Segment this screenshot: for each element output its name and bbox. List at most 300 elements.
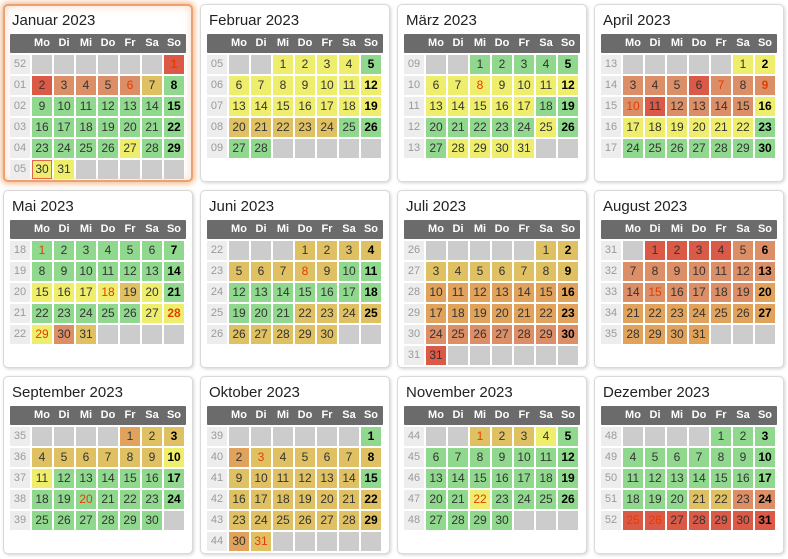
- day-cell[interactable]: 20: [76, 490, 96, 509]
- day-cell[interactable]: 5: [645, 448, 665, 467]
- day-cell[interactable]: 28: [142, 139, 162, 158]
- day-cell[interactable]: 8: [32, 262, 52, 281]
- day-cell[interactable]: 28: [251, 139, 271, 158]
- day-cell[interactable]: 18: [273, 490, 293, 509]
- day-cell[interactable]: 24: [689, 304, 709, 323]
- day-cell[interactable]: 13: [317, 469, 337, 488]
- day-cell[interactable]: 11: [623, 469, 643, 488]
- day-cell[interactable]: 21: [142, 118, 162, 137]
- day-cell[interactable]: 28: [689, 511, 709, 530]
- day-cell[interactable]: 7: [273, 262, 293, 281]
- day-cell[interactable]: 21: [339, 490, 359, 509]
- day-cell[interactable]: 28: [98, 511, 118, 530]
- day-cell[interactable]: 25: [361, 304, 381, 323]
- day-cell[interactable]: 15: [273, 97, 293, 116]
- day-cell[interactable]: 31: [251, 532, 271, 551]
- day-cell[interactable]: 8: [295, 262, 315, 281]
- day-cell[interactable]: 21: [448, 490, 468, 509]
- day-cell[interactable]: 4: [536, 55, 556, 74]
- day-cell[interactable]: 31: [755, 511, 775, 530]
- day-cell[interactable]: 7: [448, 76, 468, 95]
- day-cell[interactable]: 12: [54, 469, 74, 488]
- day-cell[interactable]: 30: [755, 139, 775, 158]
- day-cell[interactable]: 27: [76, 511, 96, 530]
- day-cell[interactable]: 25: [448, 325, 468, 344]
- day-cell[interactable]: 6: [689, 76, 709, 95]
- day-cell[interactable]: 9: [32, 97, 52, 116]
- day-cell[interactable]: 6: [667, 448, 687, 467]
- day-cell[interactable]: 19: [558, 469, 578, 488]
- day-cell[interactable]: 26: [120, 304, 140, 323]
- day-cell[interactable]: 26: [733, 304, 753, 323]
- day-cell[interactable]: 8: [645, 262, 665, 281]
- day-cell[interactable]: 26: [229, 325, 249, 344]
- day-cell[interactable]: 7: [251, 76, 271, 95]
- day-cell[interactable]: 12: [558, 76, 578, 95]
- day-cell[interactable]: 15: [645, 283, 665, 302]
- day-cell[interactable]: 16: [142, 469, 162, 488]
- day-cell[interactable]: 9: [492, 76, 512, 95]
- day-cell[interactable]: 2: [492, 55, 512, 74]
- day-cell[interactable]: 18: [645, 118, 665, 137]
- day-cell[interactable]: 15: [361, 469, 381, 488]
- day-cell[interactable]: 25: [339, 118, 359, 137]
- day-cell[interactable]: 9: [667, 262, 687, 281]
- day-cell[interactable]: 11: [711, 262, 731, 281]
- day-cell[interactable]: 5: [54, 448, 74, 467]
- day-cell[interactable]: 6: [492, 262, 512, 281]
- day-cell[interactable]: 11: [645, 97, 665, 116]
- day-cell[interactable]: 16: [317, 283, 337, 302]
- day-cell[interactable]: 26: [54, 511, 74, 530]
- day-cell[interactable]: 20: [755, 283, 775, 302]
- day-cell[interactable]: 21: [98, 490, 118, 509]
- day-cell[interactable]: 16: [54, 283, 74, 302]
- day-cell[interactable]: 28: [623, 325, 643, 344]
- day-cell[interactable]: 12: [470, 283, 490, 302]
- day-cell[interactable]: 13: [251, 283, 271, 302]
- day-cell[interactable]: 9: [755, 76, 775, 95]
- day-cell[interactable]: 29: [645, 325, 665, 344]
- day-cell[interactable]: 17: [317, 97, 337, 116]
- day-cell[interactable]: 28: [448, 139, 468, 158]
- day-cell[interactable]: 29: [295, 325, 315, 344]
- day-cell[interactable]: 13: [492, 283, 512, 302]
- day-cell[interactable]: 14: [142, 97, 162, 116]
- day-cell[interactable]: 8: [164, 76, 184, 95]
- day-cell[interactable]: 1: [164, 55, 184, 74]
- day-cell[interactable]: 30: [667, 325, 687, 344]
- day-cell[interactable]: 18: [623, 490, 643, 509]
- day-cell[interactable]: 9: [317, 262, 337, 281]
- day-cell[interactable]: 29: [733, 139, 753, 158]
- day-cell[interactable]: 19: [98, 118, 118, 137]
- day-cell[interactable]: 1: [273, 55, 293, 74]
- day-cell[interactable]: 27: [120, 139, 140, 158]
- day-cell[interactable]: 18: [76, 118, 96, 137]
- day-cell[interactable]: 4: [623, 448, 643, 467]
- day-cell[interactable]: 5: [470, 262, 490, 281]
- day-cell[interactable]: 13: [426, 97, 446, 116]
- day-cell[interactable]: 14: [448, 469, 468, 488]
- day-cell[interactable]: 8: [470, 76, 490, 95]
- day-cell[interactable]: 21: [689, 490, 709, 509]
- day-cell[interactable]: 8: [273, 76, 293, 95]
- day-cell[interactable]: 3: [164, 427, 184, 446]
- day-cell[interactable]: 27: [251, 325, 271, 344]
- day-cell[interactable]: 5: [558, 427, 578, 446]
- day-cell[interactable]: 10: [164, 448, 184, 467]
- day-cell[interactable]: 18: [711, 283, 731, 302]
- day-cell[interactable]: 3: [54, 76, 74, 95]
- day-cell[interactable]: 20: [120, 118, 140, 137]
- day-cell[interactable]: 15: [733, 97, 753, 116]
- day-cell[interactable]: 27: [667, 511, 687, 530]
- day-cell[interactable]: 23: [492, 490, 512, 509]
- day-cell[interactable]: 14: [711, 97, 731, 116]
- day-cell[interactable]: 6: [251, 262, 271, 281]
- day-cell[interactable]: 12: [645, 469, 665, 488]
- day-cell[interactable]: 23: [295, 118, 315, 137]
- day-cell[interactable]: 19: [667, 118, 687, 137]
- day-cell[interactable]: 3: [317, 55, 337, 74]
- day-cell[interactable]: 11: [273, 469, 293, 488]
- day-cell[interactable]: 29: [711, 511, 731, 530]
- day-cell[interactable]: 2: [295, 55, 315, 74]
- day-cell[interactable]: 3: [755, 427, 775, 446]
- day-cell[interactable]: 30: [229, 532, 249, 551]
- day-cell[interactable]: 7: [514, 262, 534, 281]
- day-cell[interactable]: 20: [667, 490, 687, 509]
- day-cell[interactable]: 25: [711, 304, 731, 323]
- day-cell[interactable]: 25: [536, 490, 556, 509]
- day-cell[interactable]: 25: [623, 511, 643, 530]
- day-cell[interactable]: 29: [470, 511, 490, 530]
- day-cell[interactable]: 10: [514, 76, 534, 95]
- day-cell[interactable]: 17: [251, 490, 271, 509]
- day-cell[interactable]: 11: [448, 283, 468, 302]
- day-cell[interactable]: 24: [514, 490, 534, 509]
- day-cell[interactable]: 9: [54, 262, 74, 281]
- day-cell[interactable]: 7: [339, 448, 359, 467]
- day-cell[interactable]: 30: [733, 511, 753, 530]
- day-cell[interactable]: 9: [492, 448, 512, 467]
- day-cell[interactable]: 19: [229, 304, 249, 323]
- day-cell[interactable]: 5: [361, 55, 381, 74]
- day-cell[interactable]: 19: [733, 283, 753, 302]
- day-cell[interactable]: 13: [76, 469, 96, 488]
- day-cell[interactable]: 10: [514, 448, 534, 467]
- day-cell[interactable]: 17: [426, 304, 446, 323]
- day-cell[interactable]: 19: [645, 490, 665, 509]
- day-cell[interactable]: 1: [645, 241, 665, 260]
- day-cell[interactable]: 4: [711, 241, 731, 260]
- day-cell[interactable]: 14: [251, 97, 271, 116]
- day-cell[interactable]: 27: [142, 304, 162, 323]
- day-cell[interactable]: 14: [689, 469, 709, 488]
- day-cell[interactable]: 17: [514, 97, 534, 116]
- day-cell[interactable]: 26: [361, 118, 381, 137]
- day-cell[interactable]: 20: [426, 490, 446, 509]
- day-cell[interactable]: 27: [229, 139, 249, 158]
- day-cell[interactable]: 1: [733, 55, 753, 74]
- day-cell[interactable]: 2: [667, 241, 687, 260]
- day-cell[interactable]: 24: [317, 118, 337, 137]
- day-cell[interactable]: 10: [426, 283, 446, 302]
- day-cell[interactable]: 20: [689, 118, 709, 137]
- day-cell[interactable]: 31: [514, 139, 534, 158]
- day-cell[interactable]: 24: [54, 139, 74, 158]
- day-cell[interactable]: 22: [361, 490, 381, 509]
- day-cell[interactable]: 2: [229, 448, 249, 467]
- day-cell[interactable]: 11: [536, 76, 556, 95]
- day-cell[interactable]: 14: [623, 283, 643, 302]
- day-cell[interactable]: 30: [142, 511, 162, 530]
- day-cell[interactable]: 27: [317, 511, 337, 530]
- day-cell[interactable]: 23: [492, 118, 512, 137]
- day-cell[interactable]: 26: [470, 325, 490, 344]
- day-cell[interactable]: 9: [558, 262, 578, 281]
- day-cell[interactable]: 7: [689, 448, 709, 467]
- day-cell[interactable]: 12: [667, 97, 687, 116]
- day-cell[interactable]: 9: [229, 469, 249, 488]
- day-cell[interactable]: 24: [339, 304, 359, 323]
- day-cell[interactable]: 24: [623, 139, 643, 158]
- day-cell[interactable]: 6: [76, 448, 96, 467]
- day-cell[interactable]: 11: [339, 76, 359, 95]
- day-cell[interactable]: 20: [142, 283, 162, 302]
- day-cell[interactable]: 15: [164, 97, 184, 116]
- day-cell[interactable]: 21: [448, 118, 468, 137]
- day-cell[interactable]: 24: [76, 304, 96, 323]
- day-cell[interactable]: 23: [755, 118, 775, 137]
- day-cell[interactable]: 8: [733, 76, 753, 95]
- selected-day-cell[interactable]: 30: [32, 160, 52, 179]
- day-cell[interactable]: 18: [536, 469, 556, 488]
- day-cell[interactable]: 2: [142, 427, 162, 446]
- day-cell[interactable]: 2: [492, 427, 512, 446]
- day-cell[interactable]: 7: [98, 448, 118, 467]
- day-cell[interactable]: 3: [514, 55, 534, 74]
- day-cell[interactable]: 11: [361, 262, 381, 281]
- day-cell[interactable]: 23: [229, 511, 249, 530]
- day-cell[interactable]: 26: [98, 139, 118, 158]
- day-cell[interactable]: 29: [32, 325, 52, 344]
- day-cell[interactable]: 31: [426, 346, 446, 365]
- day-cell[interactable]: 19: [295, 490, 315, 509]
- day-cell[interactable]: 27: [492, 325, 512, 344]
- day-cell[interactable]: 26: [558, 118, 578, 137]
- day-cell[interactable]: 15: [470, 469, 490, 488]
- day-cell[interactable]: 10: [76, 262, 96, 281]
- day-cell[interactable]: 22: [470, 490, 490, 509]
- day-cell[interactable]: 8: [536, 262, 556, 281]
- day-cell[interactable]: 17: [755, 469, 775, 488]
- day-cell[interactable]: 4: [361, 241, 381, 260]
- day-cell[interactable]: 24: [164, 490, 184, 509]
- day-cell[interactable]: 22: [295, 304, 315, 323]
- day-cell[interactable]: 26: [295, 511, 315, 530]
- day-cell[interactable]: 1: [470, 427, 490, 446]
- day-cell[interactable]: 29: [120, 511, 140, 530]
- day-cell[interactable]: 18: [32, 490, 52, 509]
- day-cell[interactable]: 23: [667, 304, 687, 323]
- day-cell[interactable]: 29: [536, 325, 556, 344]
- day-cell[interactable]: 17: [514, 469, 534, 488]
- day-cell[interactable]: 22: [32, 304, 52, 323]
- day-cell[interactable]: 28: [164, 304, 184, 323]
- day-cell[interactable]: 11: [98, 262, 118, 281]
- day-cell[interactable]: 10: [339, 262, 359, 281]
- day-cell[interactable]: 6: [142, 241, 162, 260]
- day-cell[interactable]: 23: [54, 304, 74, 323]
- day-cell[interactable]: 14: [273, 283, 293, 302]
- day-cell[interactable]: 31: [689, 325, 709, 344]
- day-cell[interactable]: 23: [142, 490, 162, 509]
- day-cell[interactable]: 20: [229, 118, 249, 137]
- day-cell[interactable]: 27: [755, 304, 775, 323]
- day-cell[interactable]: 5: [98, 76, 118, 95]
- day-cell[interactable]: 22: [711, 490, 731, 509]
- day-cell[interactable]: 27: [689, 139, 709, 158]
- day-cell[interactable]: 19: [361, 97, 381, 116]
- day-cell[interactable]: 2: [733, 427, 753, 446]
- day-cell[interactable]: 21: [514, 304, 534, 323]
- day-cell[interactable]: 25: [273, 511, 293, 530]
- day-cell[interactable]: 18: [98, 283, 118, 302]
- day-cell[interactable]: 20: [426, 118, 446, 137]
- day-cell[interactable]: 20: [317, 490, 337, 509]
- day-cell[interactable]: 10: [317, 76, 337, 95]
- day-cell[interactable]: 12: [558, 448, 578, 467]
- day-cell[interactable]: 6: [120, 76, 140, 95]
- day-cell[interactable]: 11: [536, 448, 556, 467]
- day-cell[interactable]: 17: [623, 118, 643, 137]
- day-cell[interactable]: 17: [164, 469, 184, 488]
- day-cell[interactable]: 10: [54, 97, 74, 116]
- day-cell[interactable]: 10: [755, 448, 775, 467]
- day-cell[interactable]: 2: [755, 55, 775, 74]
- day-cell[interactable]: 2: [317, 241, 337, 260]
- day-cell[interactable]: 12: [733, 262, 753, 281]
- day-cell[interactable]: 3: [76, 241, 96, 260]
- day-cell[interactable]: 1: [536, 241, 556, 260]
- day-cell[interactable]: 1: [32, 241, 52, 260]
- day-cell[interactable]: 21: [623, 304, 643, 323]
- day-cell[interactable]: 15: [536, 283, 556, 302]
- day-cell[interactable]: 24: [755, 490, 775, 509]
- day-cell[interactable]: 12: [120, 262, 140, 281]
- day-cell[interactable]: 5: [667, 76, 687, 95]
- day-cell[interactable]: 19: [558, 97, 578, 116]
- day-cell[interactable]: 8: [470, 448, 490, 467]
- day-cell[interactable]: 4: [645, 76, 665, 95]
- day-cell[interactable]: 15: [120, 469, 140, 488]
- day-cell[interactable]: 27: [426, 511, 446, 530]
- day-cell[interactable]: 10: [623, 97, 643, 116]
- day-cell[interactable]: 7: [164, 241, 184, 260]
- day-cell[interactable]: 16: [667, 283, 687, 302]
- day-cell[interactable]: 12: [229, 283, 249, 302]
- day-cell[interactable]: 14: [339, 469, 359, 488]
- day-cell[interactable]: 11: [32, 469, 52, 488]
- day-cell[interactable]: 22: [470, 118, 490, 137]
- day-cell[interactable]: 13: [667, 469, 687, 488]
- day-cell[interactable]: 3: [251, 448, 271, 467]
- day-cell[interactable]: 16: [755, 97, 775, 116]
- day-cell[interactable]: 18: [361, 283, 381, 302]
- day-cell[interactable]: 19: [120, 283, 140, 302]
- day-cell[interactable]: 4: [339, 55, 359, 74]
- day-cell[interactable]: 3: [689, 241, 709, 260]
- day-cell[interactable]: 3: [623, 76, 643, 95]
- day-cell[interactable]: 23: [317, 304, 337, 323]
- day-cell[interactable]: 5: [295, 448, 315, 467]
- day-cell[interactable]: 13: [689, 97, 709, 116]
- day-cell[interactable]: 6: [426, 448, 446, 467]
- day-cell[interactable]: 18: [339, 97, 359, 116]
- day-cell[interactable]: 1: [711, 427, 731, 446]
- day-cell[interactable]: 11: [76, 97, 96, 116]
- day-cell[interactable]: 15: [32, 283, 52, 302]
- day-cell[interactable]: 27: [426, 139, 446, 158]
- day-cell[interactable]: 9: [295, 76, 315, 95]
- day-cell[interactable]: 24: [251, 511, 271, 530]
- day-cell[interactable]: 14: [448, 97, 468, 116]
- day-cell[interactable]: 23: [733, 490, 753, 509]
- day-cell[interactable]: 9: [142, 448, 162, 467]
- day-cell[interactable]: 29: [470, 139, 490, 158]
- day-cell[interactable]: 21: [251, 118, 271, 137]
- day-cell[interactable]: 14: [98, 469, 118, 488]
- day-cell[interactable]: 19: [54, 490, 74, 509]
- day-cell[interactable]: 4: [32, 448, 52, 467]
- day-cell[interactable]: 2: [558, 241, 578, 260]
- day-cell[interactable]: 14: [514, 283, 534, 302]
- day-cell[interactable]: 16: [492, 469, 512, 488]
- day-cell[interactable]: 3: [514, 427, 534, 446]
- day-cell[interactable]: 13: [426, 469, 446, 488]
- day-cell[interactable]: 7: [623, 262, 643, 281]
- day-cell[interactable]: 25: [32, 511, 52, 530]
- day-cell[interactable]: 10: [251, 469, 271, 488]
- day-cell[interactable]: 17: [339, 283, 359, 302]
- day-cell[interactable]: 7: [448, 448, 468, 467]
- day-cell[interactable]: 24: [426, 325, 446, 344]
- day-cell[interactable]: 16: [733, 469, 753, 488]
- day-cell[interactable]: 26: [667, 139, 687, 158]
- day-cell[interactable]: 13: [229, 97, 249, 116]
- day-cell[interactable]: 16: [229, 490, 249, 509]
- day-cell[interactable]: 1: [295, 241, 315, 260]
- day-cell[interactable]: 25: [76, 139, 96, 158]
- day-cell[interactable]: 31: [54, 160, 74, 179]
- day-cell[interactable]: 30: [54, 325, 74, 344]
- day-cell[interactable]: 6: [755, 241, 775, 260]
- day-cell[interactable]: 8: [711, 448, 731, 467]
- day-cell[interactable]: 17: [54, 118, 74, 137]
- day-cell[interactable]: 23: [32, 139, 52, 158]
- day-cell[interactable]: 9: [733, 448, 753, 467]
- day-cell[interactable]: 12: [361, 76, 381, 95]
- day-cell[interactable]: 14: [164, 262, 184, 281]
- day-cell[interactable]: 16: [492, 97, 512, 116]
- day-cell[interactable]: 24: [514, 118, 534, 137]
- day-cell[interactable]: 20: [251, 304, 271, 323]
- day-cell[interactable]: 28: [339, 511, 359, 530]
- day-cell[interactable]: 18: [448, 304, 468, 323]
- day-cell[interactable]: 4: [536, 427, 556, 446]
